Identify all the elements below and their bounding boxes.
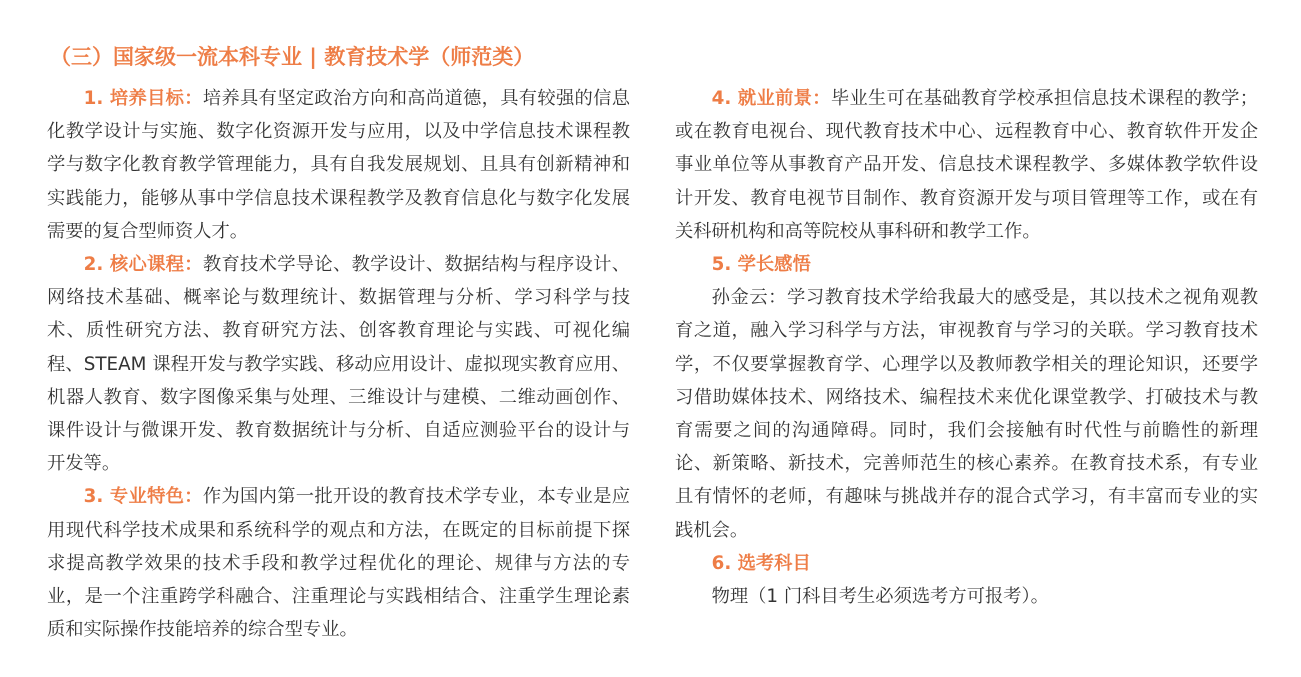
features-paragraph (47, 480, 630, 646)
right-column (675, 82, 1258, 613)
employment-paragraph (675, 82, 1258, 248)
features-label: 3. 专业特色： (83, 486, 203, 508)
employment-text: 毕业生可在基础教育学校承担信息技术课程的教学；或在教育电视台、现代教育技术中心、远程教育中心、教育软件开发企事业单位等从事教育产品开发、信息技术课程教学、多媒体教学软件设计开发、教育电视节目制作、教育资源开发与项目管理等工作，或在有关科研机构和高等院校从事科研和教学工作。 (675, 88, 1259, 242)
core-courses-text: 教育技术学导论、教学设计、数据结构与程序设计、网络技术基础、概率论与数理统计、数据管理与分析、学习科学与技术、质性研究方法、教育研究方法、创客教育理论与实践、可视化编程、STEAM 课程开发与教学实践、移动应用设计、虚拟现实教育应用、机器人教育、数字图像采集与处理、三维设计与建模、二维动画创作、课件设计与微课开发、教育数据统计与分析、自适应测验平台的设计与开发等。 (47, 254, 631, 475)
employment-label: 4. 就业前景： (711, 88, 831, 109)
training-goal-text: 培养具有坚定政治方向和高尚道德，具有较强的信息化教学设计与实施、数字化资源开发与应用，以及中学信息技术课程教学与数字化教育教学管理能力，具有自我发展规划、且具有创新精神和实践能力，能够从事中学信息技术课程教学及教育信息化与数字化发展需要的复合型师资人才。 (47, 88, 631, 242)
reflection-text: 孙金云：学习教育技术学给我最大的感受是，其以技术之视角观教育之道，融入学习科学与方法，审视教育与学习的关联。学习教育技术学，不仅要掌握教育学、心理学以及教师教学相关的理论知识，还要学习借助媒体技术、网络技术、编程技术来优化课堂教学、打破技术与教育需要之间的沟通障碍。同时，我们会接触有时代性与前瞻性的新理论、新策略、新技术，完善师范生的核心素养。在教育技术系，有专业且有情怀的老师，有趣味与挑战并存的混合式学习，有丰富而专业的实践机会。 (675, 287, 1258, 541)
core-courses-label: 2. 核心课程： (83, 254, 203, 276)
core-courses-paragraph (47, 248, 630, 480)
reflection-title: 5. 学长感悟 (711, 254, 811, 276)
training-goal-label: 1. 培养目标： (83, 88, 203, 109)
training-goal-paragraph (47, 82, 630, 248)
section-heading: （三）国家级一流本科专业 | 教育技术学（师范类） (50, 45, 535, 69)
features-text: 作为国内第一批开设的教育技术学专业，本专业是应用现代科学技术成果和系统科学的观点和方法，在既定的目标前提下探求提高教学效果的技术手段和教学过程优化的理论、规律与方法的专业，是一个注重跨学科融合、注重理论与实践相结合、注重学生理论素质和实际操作技能培养的综合型专业。 (47, 486, 631, 641)
left-column (47, 82, 630, 646)
subjects-text: 物理（1 门科目考生必须选考方可报考）。 (711, 586, 1049, 608)
subjects-title: 6. 选考科目 (711, 552, 811, 574)
